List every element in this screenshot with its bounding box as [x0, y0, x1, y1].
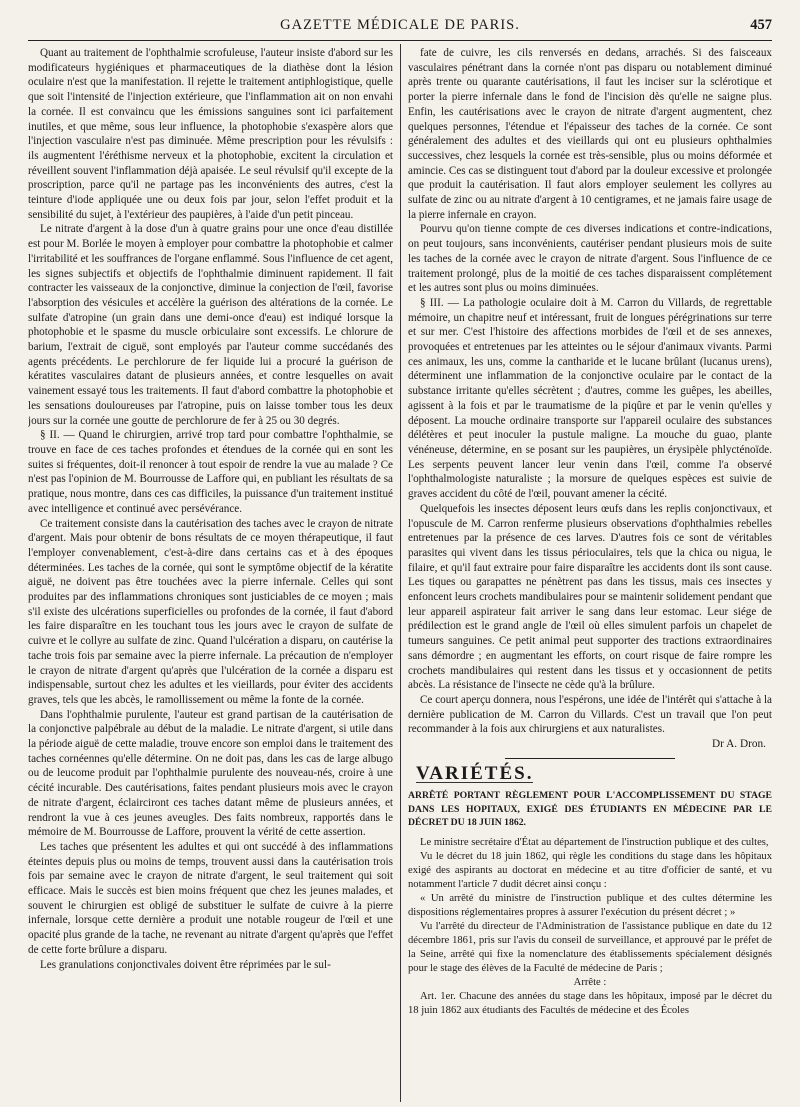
journal-title: GAZETTE MÉDICALE DE PARIS. — [280, 17, 520, 33]
page-number: 457 — [750, 17, 772, 33]
paragraph: Ce traitement consiste dans la cautérisation des taches avec le crayon de nitrate d'argent. Mais pour obtenir de bons résultats de ce moyen thérapeutique, il faut l'employer convenablement, c'est-à-dire dans certains cas et à des époques déterminées. Les taches de la cornée, qui sont le symptôme objectif de la kératite aiguë, ne doivent pas être touchées avec la pierre infernale. Celles qui sont produites par des inflammations chroniques sont justiciables de ce moyen ; mais s'il existe des ulcérations superficielles ou profondes de la cornée, il faut d'abord les faire disparaître en les touchant tous les jours avec le crayon de sulfate de cuivre et le collyre au sulfate de zinc. Quand l'ulcération a disparu, on cautérise la tache trois fois par semaine avec la pierre infernale. La précaution de n'employer le crayon de nitrate d'argent qu'après que l'ulcération de la cornée a disparu est indispensable, surtout chez les adultes et les vieillards, pour éviter des accidents graves, tels que les abcès, le ramollissement ou même la fonte de la cornée. — [28, 517, 393, 706]
right-column — [408, 46, 772, 1098]
paragraph: Quant au traitement de l'ophthalmie scrofuleuse, l'auteur insiste d'abord sur les modificateurs hygiéniques et pharmaceutiques de la diathèse dont la lésion oculaire n'est que la manifestation. Il rejette le traitement antiphlogistique, quelle que soit l'intensité de l'injection extérieure, que l'inflammation ait on non envahi la cornée. Il est convaincu que les émissions sanguines sont ici parfaitement inutiles, et que même, sous leur influence, la photophobie s'exaspère alors que l'injection vasculaire n'est pas diminuée. Même prescription pour les révulsifs : ils augmentent l'éréthisme nerveux et la photophobie, excitent la circulation et réveillent souvent l'inflammation déjà apaisée. Le seul révulsif qu'il excepte de la proscription, parce qu'il ne partage pas les inconvénients des autres, c'est la teinture d'iode appliquée une ou deux fois par jour, selon l'effet produit et la sensibilité du sujet, à l'extérieur des paupières, à l'aide d'un petit pinceau. — [28, 47, 393, 221]
paragraph: Pourvu qu'on tienne compte de ces diverses indications et contre-indications, on peut toujours, sans inconvénients, cautériser pendant plusieurs mois de suite les taches de la cornée avec le crayon de nitrate d'argent. Sous l'influence de ce traitement prolongé, plus de la moitié de ces taches disparaissent complétement et les autres sont plus ou moins diminuées. — [408, 223, 772, 295]
paragraph: Vu le décret du 18 juin 1862, qui règle les conditions du stage dans les hôpitaux exigé des aspirants au doctorat en médecine et au titre d'officier de santé, et vu notamment l'article 7 dudit décret ainsi conçu : — [408, 850, 772, 890]
column-divider — [400, 44, 401, 1102]
section-title: VARIÉTÉS. — [416, 762, 534, 784]
paragraph: Les granulations conjonctivales doivent être réprimées par le sul- — [40, 958, 331, 971]
section-separator — [505, 758, 675, 759]
arrete-label: Arrête : — [573, 976, 607, 988]
left-column — [28, 46, 393, 1098]
paragraph: Dans l'ophthalmie purulente, l'auteur est grand partisan de la cautérisation de la conjonctive palpébrale au début de la maladie. Le nitrate d'argent, si utile dans la période aiguë de cette maladie, trouve encore son emploi dans le traitement des taches cornéennes qu'elle détermine. On ne doit pas, dans les cas de large albugo ou de leucome produit par l'ophthalmie purulente des nouveau-nés, croire à une cécité incurable. Des cautérisations, faites pendant plusieurs mois avec le crayon de nitrate d'argent, éclairciront ces taches datant même de plusieurs années, et rendront la vue à ces jeunes aveugles. Des faits nombreux, rapportés dans le mémoire de M. Bourrousse de Laffore, prouvent la vérité de cette assertion. — [28, 708, 393, 839]
header-rule — [28, 40, 772, 41]
paragraph: fate de cuivre, les cils renversés en dedans, arrachés. Si des faisceaux vasculaires pénétrant dans la cornée n'ont pas disparu ou notablement diminué après trente ou quarante cautérisations, il faut les inciser sur la sclérotique et porter la pierre infernale dans le fond de l'incision dès qu'elle ne saigne plus. Enfin, les cautérisations avec le crayon de nitrate d'argent augmentent, chez quelques personnes, l'étendue et l'épaisseur des taches de la cornée. Ce sont généralement des adultes et des vieillards qui ont eu plusieurs ophthalmies successives, chez lesquels la cornée est très-sensible, plus ou moins déformée et amincie. Ces cas se distinguent tout d'abord par la douleur excessive et prolongée que produit la cautérisation. Il faut alors employer seulement les collyres au sulfate de zinc ou au nitrate d'argent à 10 centigrames, et ne jamais faire usage de la pierre infernale en crayon. — [408, 47, 772, 221]
article-one: Art. 1er. Chacune des années du stage dans les hôpitaux, imposé par le décret du 18 juin 1862 aux étudiants des Facultés de médecine et des Écoles — [408, 990, 772, 1016]
paragraph: Le nitrate d'argent à la dose d'un à quatre grains pour une once d'eau distillée est pour M. Borlée le moyen à employer pour combattre la photophobie et calmer l'irritabilité et les souffrances de l'organe enflammé. Sous l'influence de cet agent, les signes subjectifs et objectifs de l'ophthalmie diminuent rapidement. Il fait contracter les vaisseaux de la conjonctive, diminue la conjection de l'œil, favorise l'absorption des vésicules et accélère la guérison des altérations de la cornée. Le sulfate d'atropine (un grain dans une demi-once d'eau) est indiqué lorsque la photophobie et le spasme du muscle orbiculaire sont excessifs. Le chlorure de barium, l'extrait de ciguë, sont employés par l'auteur comme succédanés des agents précédents. Le perchlorure de fer liquide lui a procuré la guérison de kératites vasculaires datant de plusieurs années, et contre lesquelles on avait vainement essayé tous les traitements. Il faut d'abord combattre la photophobie et les sensations douloureuses par l'atropine, puis on laisse tomber tous les deux jours sur la cornée une goutte de perchlorure de fer à 25 ou 30 degrés. — [28, 223, 393, 427]
arrete-title: ARRÊTÉ PORTANT RÈGLEMENT POUR L'ACCOMPLISSEMENT DU STAGE DANS LES HOPITAUX, EXIGÉ DES ÉTUDIANTS EN MÉDECINE PAR LE DÉCRET DU 18 JUIN 1862. — [408, 790, 772, 829]
page-header — [28, 14, 772, 38]
paragraph: « Un arrêté du ministre de l'instruction publique et des cultes détermine les dispositions réglementaires propres à assurer l'exécution du présent décret ; » — [408, 892, 772, 918]
paragraph: Vu l'arrêté du directeur de l'Administration de l'assistance publique en date du 12 décembre 1861, pris sur l'avis du conseil de surveillance, et approuvé par le préfet de la Seine, arrêté qui fixe la nomenclature des établissements spécialement désignés pour le stage des élèves de la Faculté de médecine de Paris ; — [408, 920, 772, 974]
paragraph: Ce court aperçu donnera, nous l'espérons, une idée de l'intérêt qui s'attache à la dernière publication de M. Carron du Villards. C'est un travail que l'on peut recommander à la fois aux chirurgiens et aux naturalistes. — [408, 693, 772, 736]
paragraph: § II. — Quand le chirurgien, arrivé trop tard pour combattre l'ophthalmie, se trouve en face de ces taches profondes et étendues de la cornée qui en sont les suites si fréquentes, doit-il renoncer à tout espoir de rendre la vue au malade ? Ce n'est pas l'opinion de M. Bourrousse de Laffore qui, en publiant les résultats de sa pratique, nous montre, dans ces cas difficiles, la puissance d'un traitement institué avec intelligence et continué avec persévérance. — [28, 429, 393, 515]
paragraph: Les taches que présentent les adultes et qui ont succédé à des inflammations éteintes depuis plus ou moins de temps, trouvent aussi dans la cautérisation trois fois par semaine avec le crayon de nitrate d'argent, le seul traitement qui soit efficace. Mais le succès est bien moins fréquent que chez les jeunes malades, et souvent le chirurgien est obligé de substituer le sulfate de cuivre à la pierre infernale, lorsque cette dernière a produit une notable rougeur de l'œil et une opacité plus grande de la tache, ne revenant au nitrate d'argent qu'après que l'effet de cette forte brûlure a disparu. — [28, 840, 393, 956]
paragraph: Le ministre secrétaire d'État au département de l'instruction publique et des cultes, — [420, 836, 769, 848]
author-signature: Dr A. Dron. — [712, 738, 766, 751]
paragraph: § III. — La pathologie oculaire doit à M. Carron du Villards, de regrettable mémoire, un chapitre neuf et intéressant, fruit de longues pérégrinations sur terre et sur mer. C'est l'histoire des affections morbides de l'œil et de ses annexes, provoquées et entretenues par les atteintes ou le séjour d'animaux vivants. Parmi ces animaux, les uns, comme la cantharide et le lucane brûlant (lucanus urens), déterminent une inflammation de la conjonctive oculaire par le contact de la substance irritante qu'elles sécrètent ; d'autres, comme les guêpes, les abeilles, agissent à la fois et par le traumatisme de la piqûre et par le venin qu'elles y déposent. La mouche ordinaire transporte sur l'appareil oculaire des substances délétères et peut inoculer la pustule maligne. La mouche du guao, plante vénéneuse, détermine, en se posant sur les paupières, un érysipèle phlycténoïde. Les serpents peuvent lancer leur venin dans l'œil, comme l'a observé l'ophthalmologiste naturaliste ; la morsure de quelques espèces est suivie de graves accident du côté de l'œil, pouvant amener la cécité. — [408, 296, 772, 501]
paragraph: Quelquefois les insectes déposent leurs œufs dans les replis conjonctivaux, et l'opuscule de M. Carron renferme plusieurs observations d'ophthalmies rebelles entretenues par la présence de ces larves. D'autres fois ce sont de véritables parasites qui vivent dans les tissus périoculaires, tels que la chica ou nigua, le filaire, et qu'il faut extraire pour faire disparaître les accidents dont ils sont cause. Les tiques ou garapattes ne pénètrent pas dans les tissus, mais ces insectes y enfoncent leurs crochets mandibulaires pour se maintenir solidement pendant que leur appareil aspirateur fait arriver le sang dans leur estomac. Leur siége de prédilection est le grand angle de l'œil où elles simulent parfois un chapelet de tumeurs sanguines. Ce petit animal peut supporter des tractions extraordinaires sans démordre ; en augmentant les efforts, on court risque de faire rompre les crochets mandibulaires qui restent dans les tissus et y occasionnent de petits abcès. La résistance de l'insecte ne cède qu'à la brûlure. — [408, 502, 772, 692]
